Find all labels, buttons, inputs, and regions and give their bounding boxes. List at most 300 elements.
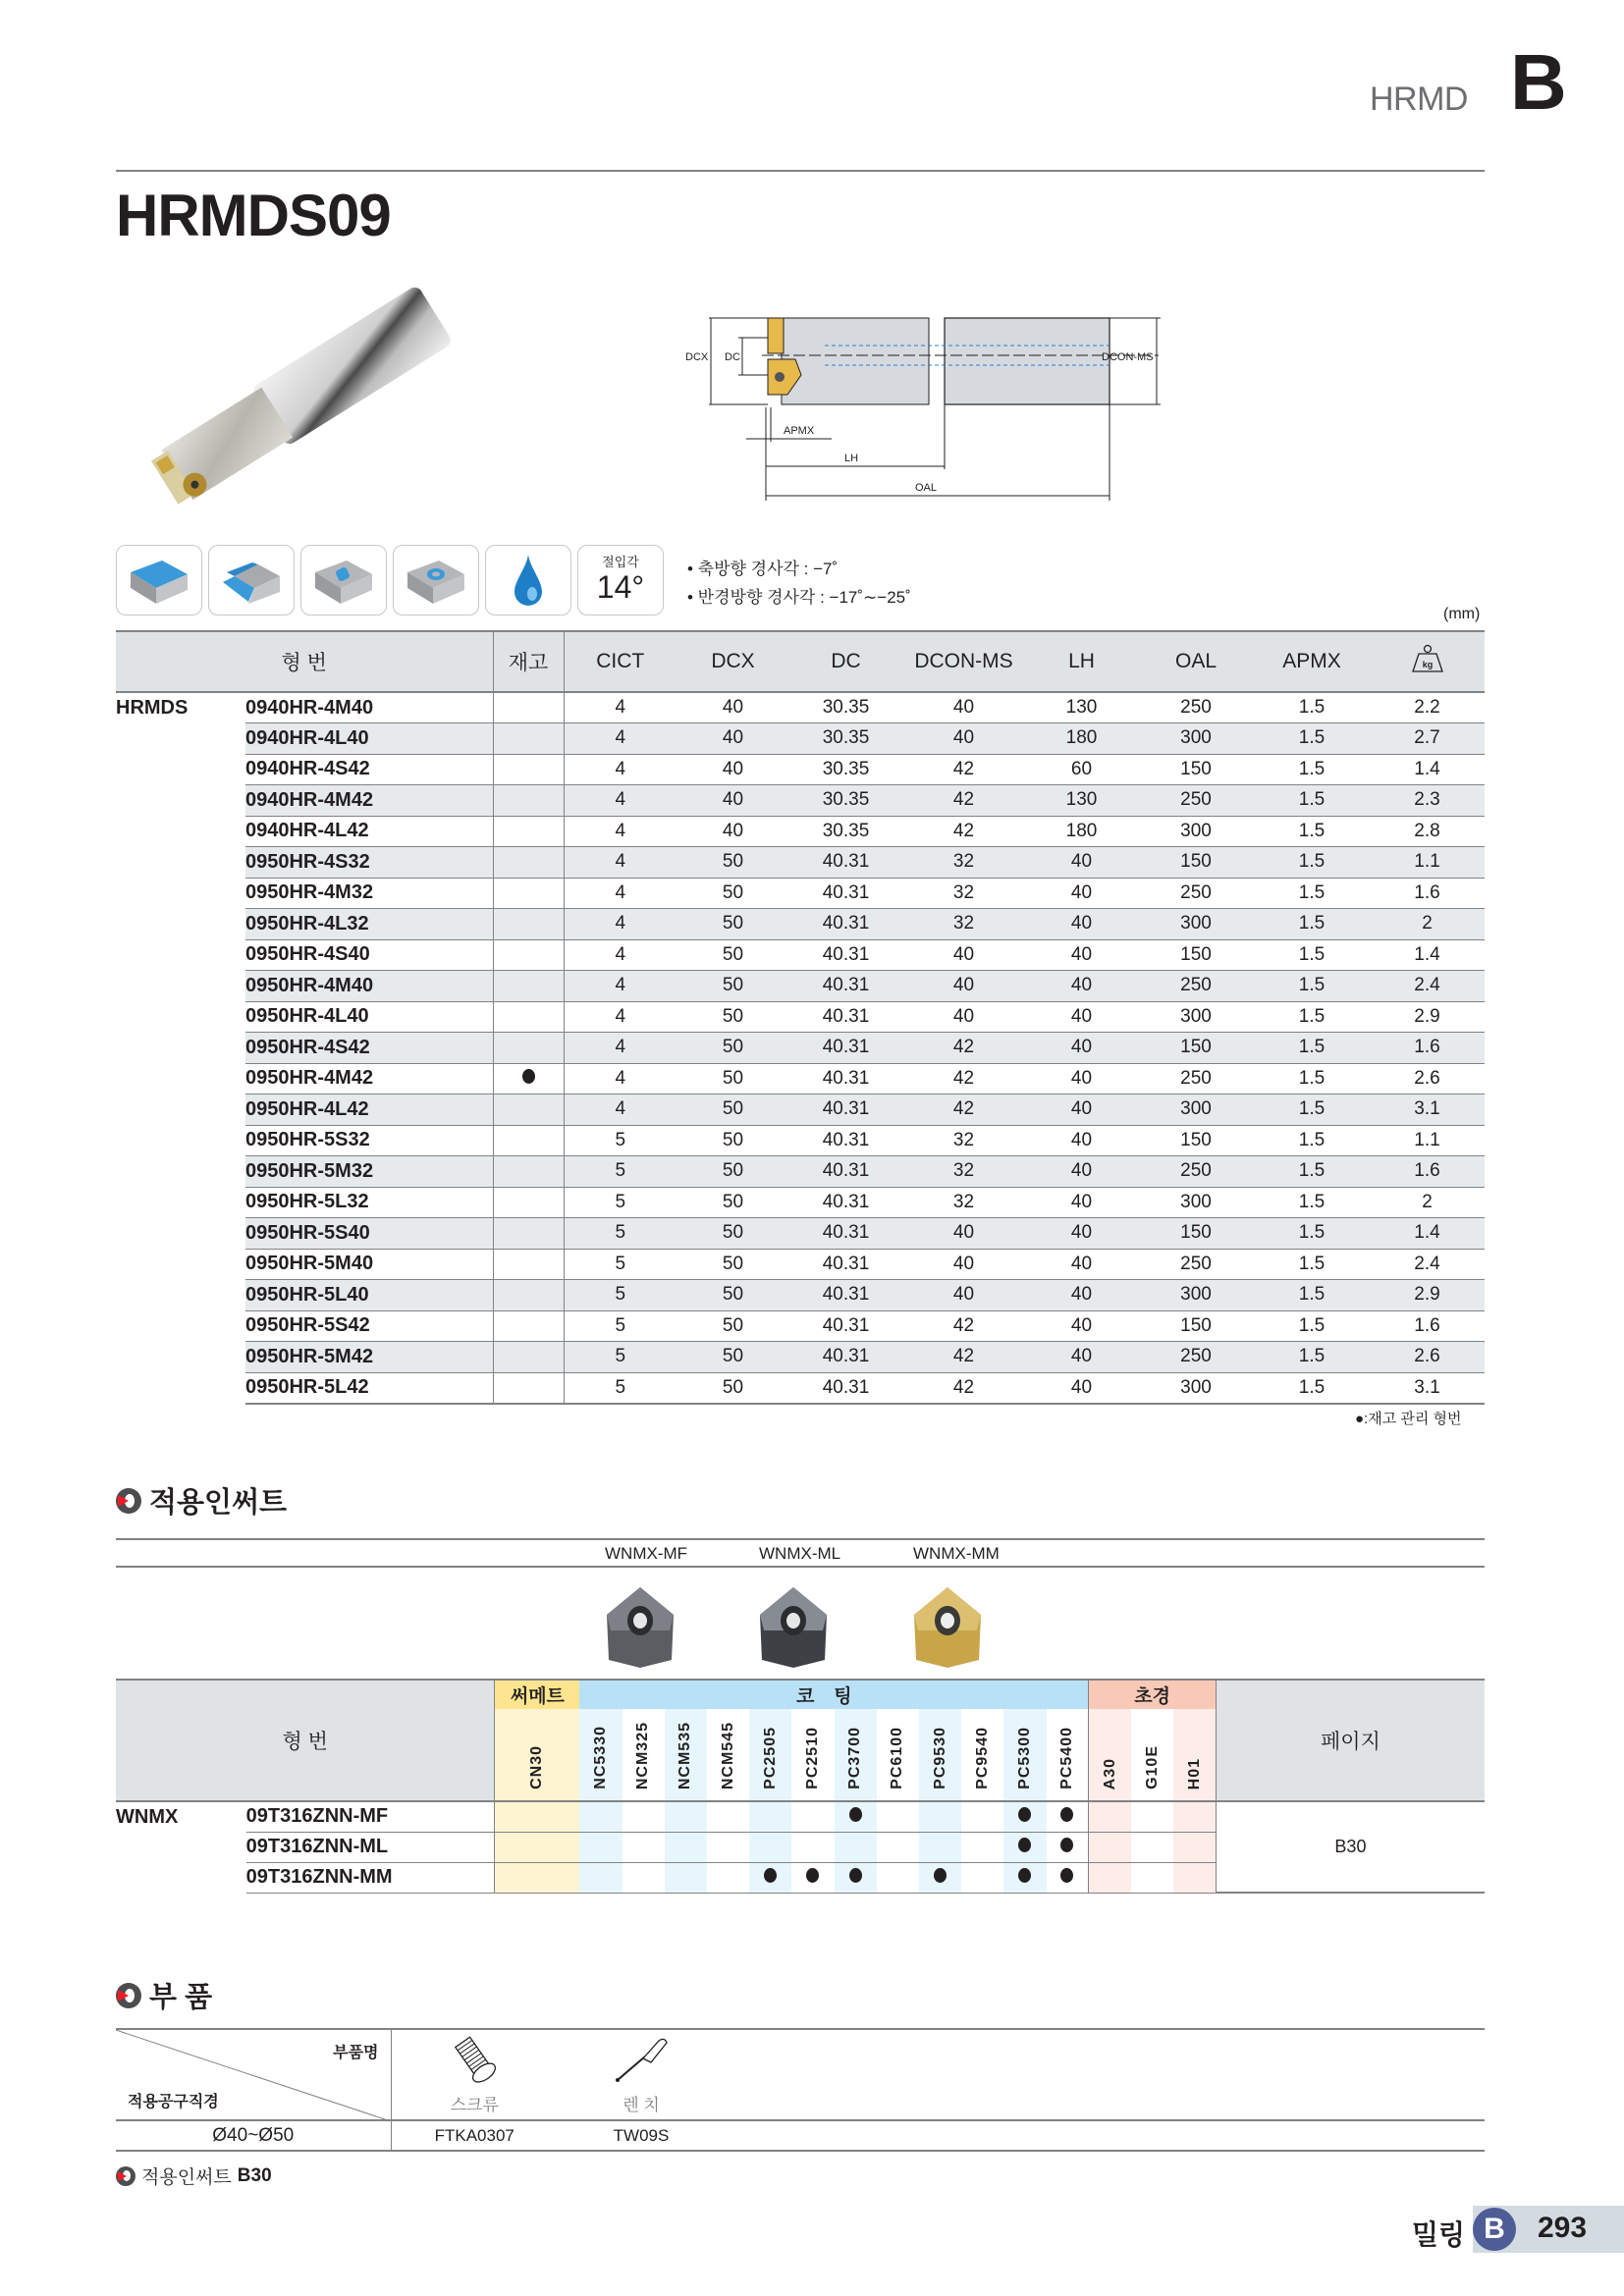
model-code: 0950HR-5S40 — [245, 1218, 493, 1250]
value-cell: 130 — [1025, 785, 1138, 817]
table-row — [116, 847, 1485, 879]
value-cell: 4 — [564, 939, 677, 971]
value-cell: 40 — [1025, 1063, 1138, 1095]
value-cell: 2.9 — [1370, 1001, 1485, 1033]
col-header: OAL — [1138, 631, 1254, 692]
grade-name: PC2505 — [761, 1727, 779, 1789]
grade-cell-g10e — [1131, 1801, 1173, 1832]
table-row — [116, 1187, 1485, 1218]
grade-name: PC9530 — [931, 1727, 948, 1789]
grade-header-cn30 — [495, 1709, 579, 1801]
value-cell: 1.6 — [1370, 1033, 1485, 1064]
availability-dot-icon — [1018, 1807, 1031, 1822]
grade-cell-pc5400 — [1047, 1801, 1089, 1832]
value-cell: 2.6 — [1370, 1063, 1485, 1095]
coolant-icon — [485, 545, 571, 615]
entering-angle-value: 14° — [596, 569, 645, 605]
value-cell: 300 — [1138, 816, 1254, 847]
value-cell: 40.31 — [789, 1280, 902, 1311]
grade-cell-pc2505 — [749, 1832, 791, 1862]
value-cell: 40.31 — [789, 909, 902, 940]
insert-code: 09T316ZNN-MF — [246, 1801, 495, 1832]
value-cell: 130 — [1025, 692, 1138, 723]
model-code: 0950HR-4S40 — [245, 939, 493, 971]
stock-header: 재고 — [493, 631, 564, 692]
value-cell: 40.31 — [789, 971, 902, 1002]
grade-cell-cn30 — [495, 1801, 579, 1832]
value-cell: 4 — [564, 909, 677, 940]
model-code: 0940HR-4S42 — [245, 754, 493, 785]
grade-name: PC5400 — [1057, 1727, 1075, 1789]
value-cell: 40.31 — [789, 1342, 902, 1373]
grade-header-h01 — [1173, 1709, 1216, 1801]
value-cell: 40 — [677, 785, 789, 817]
value-cell: 40 — [1025, 1095, 1138, 1126]
col-header: LH — [1025, 631, 1138, 692]
rake-angle-notes — [687, 555, 911, 612]
col-header: DCON-MS — [902, 631, 1025, 692]
stock-cell — [493, 723, 564, 755]
value-cell: 30.35 — [789, 785, 902, 817]
model-code: 0950HR-5L40 — [245, 1280, 493, 1311]
grade-name: NCM325 — [634, 1721, 652, 1789]
value-cell: 300 — [1138, 1187, 1254, 1218]
wrench-code: TW09S — [558, 2120, 725, 2151]
value-cell: 1.6 — [1370, 1156, 1485, 1188]
grade-cell-ncm545 — [707, 1832, 749, 1862]
series-label: HRMD — [1370, 80, 1468, 118]
value-cell: 32 — [902, 878, 1025, 909]
grade-name: PC2510 — [803, 1727, 821, 1789]
value-cell: 1.5 — [1254, 1033, 1370, 1064]
value-cell: 250 — [1138, 878, 1254, 909]
stock-cell — [493, 1033, 564, 1064]
value-cell: 250 — [1138, 971, 1254, 1002]
table-row — [116, 939, 1485, 971]
value-cell: 250 — [1138, 1249, 1254, 1280]
value-cell: 50 — [677, 1063, 789, 1095]
table-row — [116, 1249, 1485, 1280]
stock-cell — [493, 939, 564, 971]
value-cell: 1.5 — [1254, 1095, 1370, 1126]
availability-dot-icon — [934, 1868, 947, 1883]
grade-header-g10e — [1131, 1709, 1173, 1801]
grade-name: NC5330 — [591, 1726, 609, 1789]
availability-dot-icon — [1060, 1807, 1073, 1822]
availability-dot-icon — [1018, 1838, 1031, 1852]
stock-cell — [493, 1001, 564, 1033]
value-cell: 30.35 — [789, 754, 902, 785]
value-cell: 30.35 — [789, 692, 902, 723]
table-row — [116, 1033, 1485, 1064]
table-row — [116, 1372, 1485, 1404]
value-cell: 40.31 — [789, 939, 902, 971]
value-cell: 4 — [564, 1001, 677, 1033]
grade-cell-pc2505 — [749, 1801, 791, 1832]
grade-header-pc9540 — [961, 1709, 1003, 1801]
availability-dot-icon — [1060, 1868, 1073, 1883]
value-cell: 1.5 — [1254, 1156, 1370, 1188]
value-cell: 1.5 — [1254, 1125, 1370, 1156]
value-cell: 3.1 — [1370, 1095, 1485, 1126]
col-header: DCX — [677, 631, 789, 692]
model-code: 0940HR-4M40 — [245, 692, 493, 723]
value-cell: 1.4 — [1370, 939, 1485, 971]
value-cell: 40.31 — [789, 1033, 902, 1064]
grade-cell-pc6100 — [877, 1832, 919, 1862]
value-cell: 40.31 — [789, 1249, 902, 1280]
value-cell: 40 — [677, 754, 789, 785]
value-cell: 4 — [564, 1033, 677, 1064]
page-footer — [1414, 2206, 1624, 2253]
stock-cell — [493, 1125, 564, 1156]
model-code: 0950HR-4M32 — [245, 878, 493, 909]
table-row — [116, 1801, 1485, 1832]
value-cell: 50 — [677, 909, 789, 940]
value-cell: 4 — [564, 754, 677, 785]
weight-icon — [1370, 631, 1485, 692]
grade-cell-nc5330 — [579, 1801, 622, 1832]
value-cell: 40 — [902, 971, 1025, 1002]
stock-cell — [493, 1095, 564, 1126]
value-cell: 300 — [1138, 1001, 1254, 1033]
parts-section-heading — [116, 1975, 212, 2015]
availability-dot-icon — [849, 1868, 862, 1883]
value-cell: 50 — [677, 1218, 789, 1250]
stock-cell — [493, 1372, 564, 1404]
grade-header-pc3700 — [835, 1709, 877, 1801]
value-cell: 40 — [677, 692, 789, 723]
stock-legend: ●:재고 관리 형번 — [1355, 1411, 1462, 1427]
value-cell: 250 — [1138, 1156, 1254, 1188]
stock-cell — [493, 1280, 564, 1311]
value-cell: 40.31 — [789, 1095, 902, 1126]
value-cell: 50 — [677, 1156, 789, 1188]
dcon-label: DCON-MS — [1102, 351, 1154, 363]
value-cell: 50 — [677, 1372, 789, 1404]
part-wrench — [558, 2029, 725, 2120]
value-cell: 1.5 — [1254, 878, 1370, 909]
model-header: 형 번 — [116, 631, 493, 692]
value-cell: 1.5 — [1254, 754, 1370, 785]
grade-cell-h01 — [1173, 1862, 1216, 1893]
applicable-diameter: Ø40~Ø50 — [116, 2120, 391, 2151]
parts-empty-cell — [725, 2029, 1485, 2120]
value-cell: 300 — [1138, 723, 1254, 755]
value-cell: 40 — [1025, 1187, 1138, 1218]
part-screw — [391, 2029, 558, 2120]
value-cell: 40 — [902, 1001, 1025, 1033]
value-cell: 1.1 — [1370, 847, 1485, 879]
value-cell: 1.5 — [1254, 847, 1370, 879]
grade-cell-cn30 — [495, 1862, 579, 1893]
table-row — [116, 785, 1485, 817]
grade-cell-pc2510 — [791, 1862, 834, 1893]
model-code: 0940HR-4L40 — [245, 723, 493, 755]
insert-name: WNMX-MF — [605, 1544, 688, 1563]
value-cell: 40.31 — [789, 1310, 902, 1342]
stock-dot-icon — [522, 1069, 535, 1084]
value-cell: 40 — [677, 816, 789, 847]
screw-label: 스크류 — [450, 2096, 499, 2114]
inserts-section-title: 적용인써트 — [149, 1487, 288, 1519]
grade-cell-a30 — [1089, 1832, 1131, 1862]
value-cell: 5 — [564, 1125, 677, 1156]
value-cell: 150 — [1138, 1125, 1254, 1156]
value-cell: 2 — [1370, 1187, 1485, 1218]
stock-cell — [493, 754, 564, 785]
spec-table — [116, 630, 1485, 1405]
dimension-diagram — [658, 304, 1227, 501]
grade-cell-a30 — [1089, 1801, 1131, 1832]
model-code: 0950HR-5M40 — [245, 1249, 493, 1280]
grade-cell-pc9540 — [961, 1862, 1003, 1893]
value-cell: 50 — [677, 1125, 789, 1156]
model-code: 0950HR-4L32 — [245, 909, 493, 940]
value-cell: 1.6 — [1370, 1310, 1485, 1342]
value-cell: 1.5 — [1254, 1001, 1370, 1033]
grade-header-pc2505 — [749, 1709, 791, 1801]
value-cell: 2.4 — [1370, 1249, 1485, 1280]
value-cell: 1.5 — [1254, 1310, 1370, 1342]
grade-header-pc9530 — [919, 1709, 961, 1801]
section-arrow-icon — [116, 1488, 141, 1514]
grade-cell-ncm545 — [707, 1801, 749, 1832]
grade-cell-pc9540 — [961, 1832, 1003, 1862]
grade-name: G10E — [1143, 1745, 1161, 1789]
value-cell: 5 — [564, 1249, 677, 1280]
value-cell: 250 — [1138, 692, 1254, 723]
grade-cell-nc5330 — [579, 1832, 622, 1862]
value-cell: 150 — [1138, 1310, 1254, 1342]
value-cell: 1.1 — [1370, 1125, 1485, 1156]
stock-cell — [493, 785, 564, 817]
availability-dot-icon — [806, 1868, 819, 1883]
value-cell: 5 — [564, 1310, 677, 1342]
value-cell: 40 — [1025, 1372, 1138, 1404]
grade-cell-pc3700 — [835, 1832, 877, 1862]
page-ref-link[interactable]: B30 — [1216, 1801, 1485, 1893]
stock-cell — [493, 1187, 564, 1218]
value-cell: 42 — [902, 816, 1025, 847]
value-cell: 1.5 — [1254, 1372, 1370, 1404]
value-cell: 40 — [1025, 1125, 1138, 1156]
value-cell: 2.4 — [1370, 971, 1485, 1002]
value-cell: 50 — [677, 1280, 789, 1311]
value-cell: 1.5 — [1254, 971, 1370, 1002]
value-cell: 42 — [902, 1063, 1025, 1095]
parts-insert-ref-page[interactable]: B30 — [237, 2164, 272, 2186]
value-cell: 4 — [564, 785, 677, 817]
insert-code: 09T316ZNN-ML — [246, 1832, 495, 1862]
stock-cell — [493, 1156, 564, 1188]
grade-cell-pc9530 — [919, 1832, 961, 1862]
part-name-header: 부품명 — [333, 2045, 379, 2061]
value-cell: 150 — [1138, 939, 1254, 971]
insert-name: WNMX-MM — [913, 1544, 1000, 1563]
value-cell: 2.6 — [1370, 1342, 1485, 1373]
table-row — [116, 1156, 1485, 1188]
grade-name: NCM545 — [719, 1721, 736, 1789]
value-cell: 1.5 — [1254, 1342, 1370, 1373]
model-code: 0950HR-5S42 — [245, 1310, 493, 1342]
value-cell: 40 — [1025, 1280, 1138, 1311]
grade-cell-pc2510 — [791, 1832, 834, 1862]
grade-cell-nc5330 — [579, 1862, 622, 1893]
grade-header-ncm545 — [707, 1709, 749, 1801]
value-cell: 42 — [902, 1342, 1025, 1373]
value-cell: 2.9 — [1370, 1280, 1485, 1311]
value-cell: 40 — [902, 692, 1025, 723]
entering-angle-box — [577, 545, 664, 615]
grade-cell-h01 — [1173, 1832, 1216, 1862]
parts-section-title: 부 품 — [149, 1982, 213, 2013]
availability-dot-icon — [1018, 1868, 1031, 1883]
shoulder-milling-icon — [208, 545, 295, 615]
stock-cell — [493, 847, 564, 879]
inserts-section-heading — [116, 1480, 287, 1521]
grade-name: PC9540 — [973, 1727, 991, 1789]
stock-cell — [493, 1342, 564, 1373]
table-row — [116, 1218, 1485, 1250]
value-cell: 30.35 — [789, 723, 902, 755]
parts-insert-ref-label: 적용인써트 — [141, 2167, 232, 2188]
grade-header-pc6100 — [877, 1709, 919, 1801]
value-cell: 50 — [677, 1342, 789, 1373]
model-code: 0950HR-4M42 — [245, 1063, 493, 1095]
grade-cell-pc5300 — [1003, 1801, 1046, 1832]
value-cell: 2.3 — [1370, 785, 1485, 817]
entering-angle-label: 절입각 — [602, 555, 639, 569]
slot-milling-icon — [300, 545, 387, 615]
footer-section-label: 밀링 — [1412, 2219, 1466, 2250]
value-cell: 2.8 — [1370, 816, 1485, 847]
series-cell: WNMX — [116, 1806, 179, 1828]
value-cell: 4 — [564, 692, 677, 723]
value-cell: 50 — [677, 939, 789, 971]
grade-cell-pc9530 — [919, 1801, 961, 1832]
value-cell: 50 — [677, 1187, 789, 1218]
grade-cell-ncm545 — [707, 1862, 749, 1893]
value-cell: 40 — [1025, 1249, 1138, 1280]
value-cell: 150 — [1138, 1033, 1254, 1064]
screw-icon — [445, 2035, 504, 2086]
grade-cell-pc3700 — [835, 1862, 877, 1893]
value-cell: 4 — [564, 878, 677, 909]
table-row — [116, 878, 1485, 909]
value-cell: 50 — [677, 971, 789, 1002]
model-code: 0950HR-5L42 — [245, 1372, 493, 1404]
col-header: CICT — [564, 631, 677, 692]
table-row — [116, 1063, 1485, 1095]
value-cell: 300 — [1138, 909, 1254, 940]
stock-cell — [493, 816, 564, 847]
wrench-icon — [612, 2035, 671, 2086]
grade-name: NCM535 — [677, 1721, 694, 1789]
parts-header-cell — [116, 2029, 391, 2120]
lh-label: LH — [844, 453, 859, 464]
model-code: 0950HR-5L32 — [245, 1187, 493, 1218]
grade-cell-pc5300 — [1003, 1862, 1046, 1893]
table-row — [116, 754, 1485, 785]
cermet-group-header: 써메트 — [495, 1680, 579, 1709]
table-row — [116, 1280, 1485, 1311]
value-cell: 1.5 — [1254, 785, 1370, 817]
page-number: 293 — [1538, 2212, 1588, 2244]
value-cell: 60 — [1025, 754, 1138, 785]
table-row — [116, 1342, 1485, 1373]
value-cell: 40 — [902, 1218, 1025, 1250]
value-cell: 40 — [902, 723, 1025, 755]
value-cell: 40 — [902, 1280, 1025, 1311]
value-cell: 250 — [1138, 1342, 1254, 1373]
model-code: 0950HR-5M32 — [245, 1156, 493, 1188]
value-cell: 42 — [902, 785, 1025, 817]
table-row — [116, 816, 1485, 847]
value-cell: 180 — [1025, 816, 1138, 847]
grade-table — [116, 1679, 1485, 1894]
dcx-label: DCX — [685, 351, 709, 363]
value-cell: 4 — [564, 1063, 677, 1095]
grade-cell-ncm535 — [665, 1801, 707, 1832]
screw-code: FTKA0307 — [391, 2120, 558, 2151]
value-cell: 2 — [1370, 909, 1485, 940]
table-row — [116, 1095, 1485, 1126]
grade-cell-h01 — [1173, 1801, 1216, 1832]
value-cell: 50 — [677, 878, 789, 909]
weight-unit: kg — [1422, 660, 1433, 669]
grade-name: PC3700 — [846, 1727, 864, 1789]
header-divider — [116, 170, 1485, 172]
grade-cell-a30 — [1089, 1862, 1131, 1893]
model-code: 0950HR-5M42 — [245, 1342, 493, 1373]
value-cell: 5 — [564, 1280, 677, 1311]
value-cell: 250 — [1138, 785, 1254, 817]
value-cell: 32 — [902, 1187, 1025, 1218]
value-cell: 32 — [902, 909, 1025, 940]
value-cell: 4 — [564, 723, 677, 755]
value-cell: 1.4 — [1370, 754, 1485, 785]
value-cell: 40.31 — [789, 1218, 902, 1250]
grade-cell-pc9530 — [919, 1862, 961, 1893]
value-cell: 1.5 — [1254, 1249, 1370, 1280]
radial-rake-note: • 반경방향 경사각 : −17˚∼−25˚ — [687, 588, 911, 607]
availability-dot-icon — [1060, 1838, 1073, 1852]
value-cell: 40.31 — [789, 1001, 902, 1033]
table-row — [116, 1310, 1485, 1342]
stock-cell — [493, 1218, 564, 1250]
dc-label: DC — [725, 351, 740, 363]
value-cell: 40 — [1025, 847, 1138, 879]
value-cell: 1.5 — [1254, 723, 1370, 755]
parts-table — [116, 2028, 1485, 2152]
value-cell: 4 — [564, 847, 677, 879]
grade-cell-pc2510 — [791, 1801, 834, 1832]
value-cell: 5 — [564, 1218, 677, 1250]
value-cell: 50 — [677, 1310, 789, 1342]
value-cell: 5 — [564, 1156, 677, 1188]
value-cell: 5 — [564, 1342, 677, 1373]
stock-cell — [493, 692, 564, 723]
grade-name: CN30 — [528, 1745, 546, 1789]
value-cell: 1.5 — [1254, 1187, 1370, 1218]
value-cell: 50 — [677, 1095, 789, 1126]
grade-header-ncm325 — [623, 1709, 665, 1801]
value-cell: 50 — [677, 1033, 789, 1064]
grade-cell-cn30 — [495, 1832, 579, 1862]
model-code: 0950HR-4L40 — [245, 1001, 493, 1033]
value-cell: 32 — [902, 847, 1025, 879]
